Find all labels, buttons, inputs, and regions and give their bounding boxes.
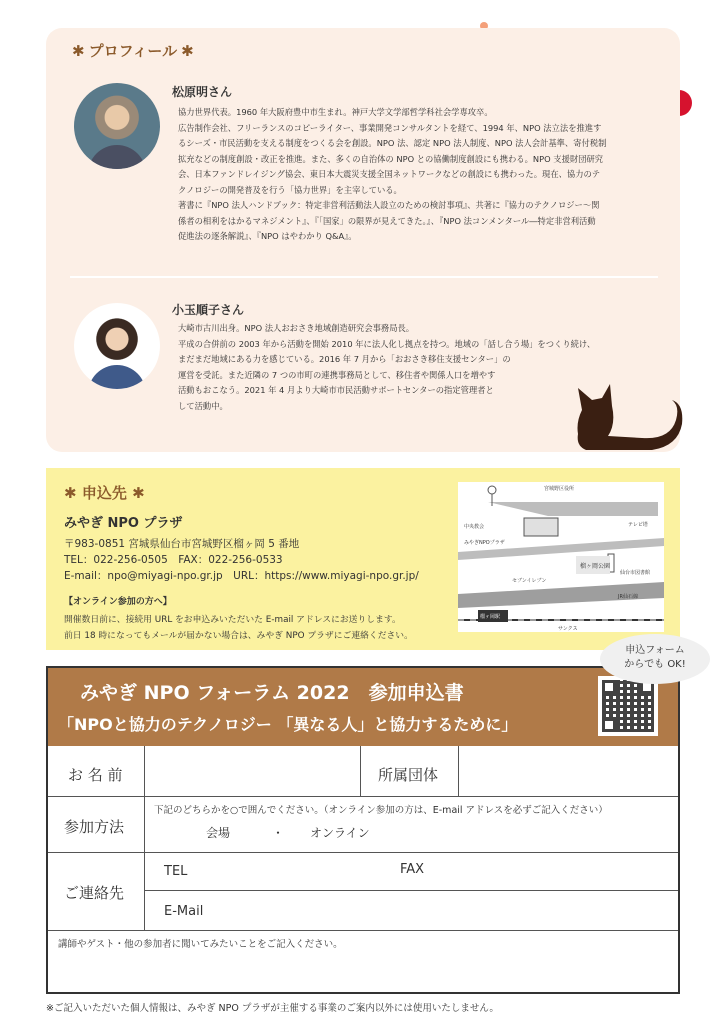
tel-label: TEL [164,864,188,879]
map-label-tower: テレビ塔 [628,522,648,528]
map-label-seven: セブンイレブン [512,578,547,584]
option-separator: ・ [272,826,285,840]
contact-heading [64,482,145,503]
online-form-bubble: 申込フォーム からでも OK! [600,634,710,684]
privacy-note: ※ご記入いただいた個人情報は、みやぎ NPO プラザが主催する事業のご案内以外には使用いたしません。 [46,1003,499,1014]
question-note: 講師やゲスト・他の参加者に聞いてみたいことをご記入ください。 [58,939,343,950]
email-label: E-Mail [164,904,204,919]
question-field[interactable] [50,952,676,990]
form-subtitle: 「NPOと協力のテクノロジー 「異なる人」と協力するために」 [58,715,518,734]
contact-title-text: 申込先 [81,484,127,502]
application-form [46,666,680,994]
asterisk-icon: ✱ [72,42,85,60]
map-label-library: 仙台市図書館 [620,570,651,576]
tel-field[interactable] [198,854,388,888]
online-note-2: 前日 18 時になってもメールが届かない場合は、みやぎ NPO プラザにご連絡ください。 [64,631,413,641]
asterisk-icon: ✱ [64,484,77,502]
map-label-plaza: みやぎNPOプラザ [464,540,505,546]
name-field[interactable] [145,747,359,795]
qr-code[interactable] [598,676,658,736]
cat-illustration [572,380,688,450]
speaker1-bio: 協力世界代表。1960 年大阪府豊中市生まれ。神戸大学文学部哲学科社会学専攻卒。 広告制作会社、フリーランスのコピーライター、事業開発コンサルタントを経て、1994 年、NPO 法立法を推進す るシーズ・市民活動を支える制度をつくる会を創設。NPO 法、認定 NPO 法人制度、NPO 法人会計基準、寄付税制 拡充などの制度創設・改正を推進。また、多くの自治体の NPO との協働制度創設にも携わる。NPO 支援財団研究 会、日本ファンドレイジング協会、東日本大震災支援全国ネットワークなどの創設にも携わった。現在、協力のテ クノロジーの開発普及を行う「協力世界」を主宰している。 著書に『NPO 法人ハンドブック：特定非営利活動法人設立のための検討事項』、共著に『協力のテクノロジー〜関 係者の相利をはかるマネジメント』、『「国家」の限界が見えてきた。』、『NPO 法コンメンタール―特定非営利活動 促進法の逐条解説』、『NPO はやわかり Q&A』。 [178,107,607,241]
email-url[interactable]: E-mail：npo@miyagi-npo.gr.jp URL：https://www.miyagi-npo.gr.jp/ [64,570,419,582]
form-header [48,668,678,746]
map-label-jr: JR仙石線 [618,594,638,600]
fax-field[interactable] [438,854,676,888]
form-title: みやぎ NPO フォーラム 2022 参加申込書 [80,682,464,704]
profile-title-text: プロフィール [88,42,178,60]
org-field[interactable] [459,747,677,795]
speaker1-name: 松原明さん [172,85,233,99]
map-label-church: 中央教会 [464,524,485,530]
org-name: みやぎ NPO プラザ [64,516,183,531]
speaker2-name: 小玉順子さん [172,303,245,317]
online-heading: 【オンライン参加の方へ】 [64,597,172,607]
email-field[interactable] [218,892,676,928]
method-note: 下記のどちらかを○で囲んでください。（オンライン参加の方は、E-mail アドレスを必ずご記入ください） [154,805,608,816]
phone-fax: TEL：022-256-0505 FAX：022-256-0533 [64,554,283,566]
speaker1-photo [74,83,160,169]
address: 〒983-0851 宮城県仙台市宮城野区榴ヶ岡 5 番地 [64,538,300,550]
contact-label: ご連絡先 [64,884,125,902]
fax-label: FAX [400,862,425,877]
option-venue[interactable]: 会場 [206,826,231,840]
contact-panel [46,468,680,650]
asterisk-icon: ✱ [181,42,194,60]
online-note-1: 開催数日前に、接続用 URL をお申込みいただいた E-mail アドレスにお送りします。 [64,615,401,625]
profile-divider [70,276,658,278]
access-map [458,482,664,632]
map-label-school: 宮城野区役所 [544,486,575,492]
map-label-station: 榴ヶ岡駅 [480,614,501,620]
option-online[interactable]: オンライン [310,826,370,840]
org-label: 所属団体 [378,766,439,784]
method-label: 参加方法 [64,818,125,836]
map-label-sunkus: サンクス [558,626,578,632]
speaker2-photo [74,303,160,389]
speaker2-bio: 大崎市古川出身。NPO 法人おおさき地域創造研究会事務局長。 平成の合併前の 2003 年から活動を開始 2010 年に法人化し拠点を持つ。地域の「話し合う場」をつくり続け、 まだまだ地域にある力を感じている。2016 年 7 月から「おおさき移住支援センター」の 運営を受託。また近隣の 7 つの市町の連携事務局として、移住者や関係人口を増やす 活動もおこなう。2021 年 4 月より大崎市市民活動サポートセンターの指定管理者と して活動中。 [178,323,596,411]
profile-heading [68,40,198,61]
map-label-park: 榴ヶ岡公園 [580,563,611,570]
name-label: お 名 前 [68,766,123,784]
asterisk-icon: ✱ [132,484,145,502]
